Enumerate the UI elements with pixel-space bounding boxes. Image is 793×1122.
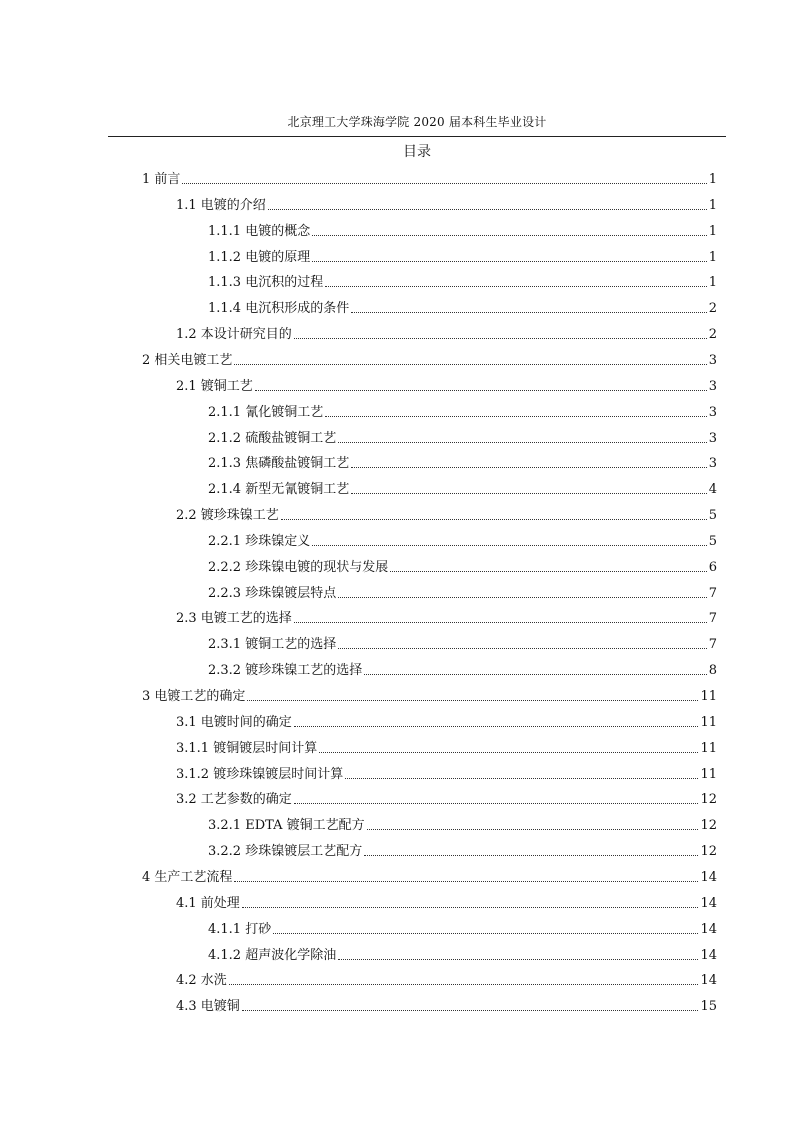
toc-dot-leader xyxy=(242,1010,699,1011)
toc-entry-page: 1 xyxy=(708,197,717,213)
toc-entry-label: 1.2 本设计研究目的 xyxy=(176,327,292,343)
toc-entry-label: 3.2.1 EDTA 镀铜工艺配方 xyxy=(208,818,365,834)
toc-entry[interactable] xyxy=(176,763,717,783)
toc-entry-page: 14 xyxy=(700,947,717,963)
toc-entry-page: 12 xyxy=(700,844,717,860)
toc-entry-label: 1.1.4 电沉积形成的条件 xyxy=(208,301,350,317)
toc-entry-page: 14 xyxy=(700,921,717,937)
page-header: 北京理工大学珠海学院 2020 届本科生毕业设计 xyxy=(287,115,547,129)
toc-entry-label: 2.3.2 镀珍珠镍工艺的选择 xyxy=(208,663,363,679)
toc-dot-leader xyxy=(390,571,707,572)
toc-entry-label: 2.1.1 氰化镀铜工艺 xyxy=(208,404,324,420)
toc-entry-label: 2.2.2 珍珠镍电镀的现状与发展 xyxy=(208,559,389,575)
toc-dot-leader xyxy=(351,312,707,313)
toc-entry[interactable] xyxy=(176,323,717,343)
toc-entry[interactable] xyxy=(208,297,717,317)
toc-entry[interactable] xyxy=(208,814,717,834)
toc-dot-leader xyxy=(367,829,699,830)
toc-dot-leader xyxy=(351,493,707,494)
toc-dot-leader xyxy=(351,467,707,468)
toc-entry-label: 1 前言 xyxy=(142,172,181,187)
toc-entry-label: 4 生产工艺流程 xyxy=(142,869,233,885)
toc-entry-page: 3 xyxy=(708,430,717,446)
toc-dot-leader xyxy=(294,803,699,804)
toc-entry-page: 11 xyxy=(700,714,717,730)
toc-entry-label: 3.1.2 镀珍珠镍镀层时间计算 xyxy=(176,766,344,782)
toc-entry[interactable] xyxy=(208,530,717,550)
toc-entry-label: 2.2.3 珍珠镍镀层特点 xyxy=(208,585,337,601)
toc-entry[interactable] xyxy=(176,892,717,912)
toc-entry-label: 3 电镀工艺的确定 xyxy=(142,689,246,704)
toc-dot-leader xyxy=(247,700,698,701)
toc-entry-page: 14 xyxy=(700,895,717,911)
toc-entry-page: 1 xyxy=(708,172,717,187)
toc-entry-page: 1 xyxy=(708,249,717,265)
header-rule xyxy=(108,136,726,137)
toc-dot-leader xyxy=(273,933,698,934)
toc-entry-label: 2.2.1 珍珠镍定义 xyxy=(208,533,311,549)
toc-entry-page: 2 xyxy=(708,327,717,343)
toc-dot-leader xyxy=(281,519,707,520)
toc-entry[interactable] xyxy=(176,969,717,989)
toc-dot-leader xyxy=(234,881,698,882)
toc-entry-page: 4 xyxy=(708,482,717,498)
toc-entry[interactable] xyxy=(208,220,717,240)
toc-dot-leader xyxy=(364,674,707,675)
toc-entry-page: 7 xyxy=(708,585,717,601)
toc-entry-page: 3 xyxy=(708,404,717,420)
toc-entry-label: 3.2.2 珍珠镍镀层工艺配方 xyxy=(208,844,363,860)
toc-entry[interactable] xyxy=(142,168,717,188)
toc-entry[interactable] xyxy=(176,788,717,808)
toc-entry[interactable] xyxy=(208,944,717,964)
toc-entry-label: 2.3.1 镀铜工艺的选择 xyxy=(208,637,337,653)
toc-entry[interactable] xyxy=(208,556,717,576)
toc-entry-page: 7 xyxy=(708,611,717,627)
toc-dot-leader xyxy=(319,752,698,753)
toc-entry-page: 7 xyxy=(708,637,717,653)
toc-dot-leader xyxy=(364,855,698,856)
toc-entry-page: 14 xyxy=(700,973,717,989)
toc-entry-page: 3 xyxy=(708,352,717,368)
toc-dot-leader xyxy=(312,261,707,262)
toc-entry-page: 2 xyxy=(708,301,717,317)
toc-entry[interactable] xyxy=(142,349,717,369)
toc-dot-leader xyxy=(182,183,706,184)
toc-dot-leader xyxy=(255,390,707,391)
toc-entry[interactable] xyxy=(176,711,717,731)
toc-entry-page: 11 xyxy=(700,766,717,782)
toc-entry-page: 14 xyxy=(700,869,717,885)
toc-entry-page: 3 xyxy=(708,456,717,472)
toc-entry[interactable] xyxy=(142,685,717,705)
toc-entry-label: 1.1.3 电沉积的过程 xyxy=(208,275,324,291)
toc-dot-leader xyxy=(312,235,707,236)
toc-dot-leader xyxy=(242,907,699,908)
toc-entry-label: 2.1.2 硫酸盐镀铜工艺 xyxy=(208,430,337,446)
toc-entry-label: 1.1.2 电镀的原理 xyxy=(208,249,311,265)
toc-dot-leader xyxy=(338,959,698,960)
toc-dot-leader xyxy=(229,984,699,985)
toc-entry-page: 12 xyxy=(700,818,717,834)
toc-entry-label: 3.1.1 镀铜镀层时间计算 xyxy=(176,740,318,756)
toc-entry-label: 1.1 电镀的介绍 xyxy=(176,197,266,213)
toc-entry-page: 8 xyxy=(708,663,717,679)
toc-entry[interactable] xyxy=(208,840,717,860)
toc-entry[interactable] xyxy=(208,918,717,938)
toc-entry[interactable] xyxy=(208,271,717,291)
toc-dot-leader xyxy=(338,597,707,598)
toc-entry-label: 3.2 工艺参数的确定 xyxy=(176,792,292,808)
toc-entry-label: 3.1 电镀时间的确定 xyxy=(176,714,292,730)
toc-dot-leader xyxy=(338,442,707,443)
toc-entry-page: 1 xyxy=(708,223,717,239)
toc-entry[interactable] xyxy=(176,995,717,1015)
toc-entry-label: 4.3 电镀铜 xyxy=(176,999,240,1015)
toc-entry-label: 2 相关电镀工艺 xyxy=(142,352,233,368)
toc-entry-page: 11 xyxy=(700,689,717,704)
toc-entry-page: 5 xyxy=(708,533,717,549)
toc-entry-page: 15 xyxy=(700,999,717,1015)
toc-entry[interactable] xyxy=(208,246,717,266)
toc-entry[interactable] xyxy=(176,737,717,757)
toc-entry[interactable] xyxy=(176,504,717,524)
toc-entry[interactable] xyxy=(208,478,717,498)
toc-entry[interactable] xyxy=(208,659,717,679)
toc-dot-leader xyxy=(338,648,707,649)
toc-dot-leader xyxy=(294,726,699,727)
toc-entry-label: 2.2 镀珍珠镍工艺 xyxy=(176,508,279,524)
toc-entry-label: 1.1.1 电镀的概念 xyxy=(208,223,311,239)
toc-entry-page: 3 xyxy=(708,378,717,394)
toc-entry[interactable] xyxy=(142,866,717,886)
toc-entry-label: 2.1.3 焦磷酸盐镀铜工艺 xyxy=(208,456,350,472)
toc-entry[interactable] xyxy=(208,401,717,421)
toc-dot-leader xyxy=(234,364,706,365)
toc-entry-page: 5 xyxy=(708,508,717,524)
toc-entry-page: 12 xyxy=(700,792,717,808)
toc-entry[interactable] xyxy=(208,582,717,602)
toc-title: 目录 xyxy=(403,144,431,160)
toc-dot-leader xyxy=(294,622,707,623)
toc-dot-leader xyxy=(312,545,707,546)
toc-dot-leader xyxy=(345,778,698,779)
toc-dot-leader xyxy=(325,416,707,417)
toc-entry[interactable] xyxy=(176,607,717,627)
toc-entry-page: 1 xyxy=(708,275,717,291)
toc-entry[interactable] xyxy=(208,427,717,447)
toc-entry-page: 11 xyxy=(700,740,717,756)
toc-entry-label: 4.1 前处理 xyxy=(176,895,240,911)
toc-entry-label: 4.1.2 超声波化学除油 xyxy=(208,947,337,963)
toc-entry[interactable] xyxy=(176,194,717,214)
toc-entry-label: 2.1.4 新型无氰镀铜工艺 xyxy=(208,482,350,498)
toc-entry[interactable] xyxy=(176,375,717,395)
toc-dot-leader xyxy=(268,209,707,210)
toc-entry[interactable] xyxy=(208,452,717,472)
toc-dot-leader xyxy=(294,338,707,339)
toc-entry-page: 6 xyxy=(708,559,717,575)
toc-entry[interactable] xyxy=(208,633,717,653)
toc-entry-label: 2.1 镀铜工艺 xyxy=(176,378,253,394)
toc-dot-leader xyxy=(325,286,707,287)
toc-entry-label: 2.3 电镀工艺的选择 xyxy=(176,611,292,627)
toc-entry-label: 4.1.1 打砂 xyxy=(208,921,272,937)
toc-entry-label: 4.2 水洗 xyxy=(176,973,227,989)
